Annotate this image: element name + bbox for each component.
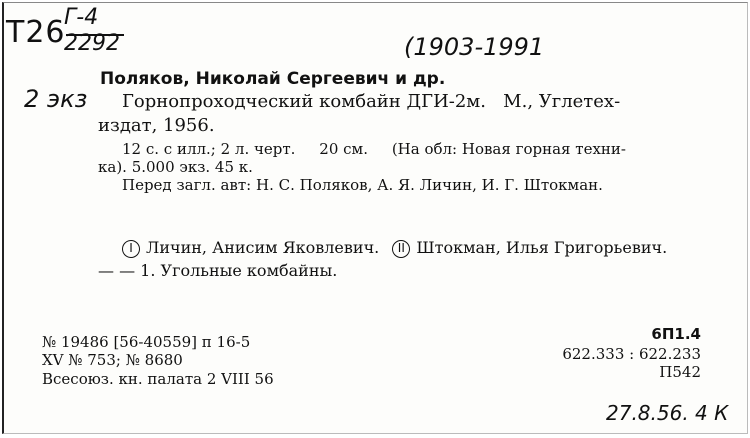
tracing-1: Личин, Анисим Яковлевич. <box>146 238 380 257</box>
bbk-index: 6П1.4 <box>651 325 701 343</box>
handwritten-fraction-bottom: 2292 <box>64 31 120 56</box>
tracing-mark-1: I <box>122 240 140 258</box>
class-mark: Т26 <box>6 15 66 50</box>
handwritten-date: 27.8.56. 4 К <box>606 401 729 425</box>
physical-description-cont: ка). 5.000 экз. 45 к. <box>98 158 253 176</box>
registry-series: XV № 753; № 8680 <box>42 351 183 369</box>
registry-number: № 19486 [56-40559] п 16-5 <box>42 333 251 351</box>
tracing-2: Штокман, Илья Григорьевич. <box>416 238 668 257</box>
catalog-card <box>2 2 748 434</box>
title-continuation: издат, 1956. <box>98 115 215 136</box>
udc-index: 622.333 : 622.233 <box>562 345 701 363</box>
title-line: Горнопроходческий комбайн ДГИ-2м. М., Углетех- <box>122 91 621 112</box>
handwritten-years: (1903-1991 <box>404 33 545 61</box>
author-mark: П542 <box>659 363 701 381</box>
physical-description: 12 с. с илл.; 2 л. черт. 20 см. (На обл: Новая горная техни- <box>122 140 626 158</box>
chamber-stamp: Всесоюз. кн. палата 2 VIII 56 <box>42 370 274 388</box>
handwritten-copies: 2 экз <box>24 85 88 113</box>
author-heading: Поляков, Николай Сергеевич и др. <box>100 69 446 89</box>
tracing-mark-2: II <box>392 240 410 258</box>
subject-heading: — — 1. Угольные комбайны. <box>98 261 338 280</box>
tracings <box>122 238 667 258</box>
handwritten-fraction-top: Г-4 <box>64 5 99 30</box>
authors-note: Перед загл. авт: Н. С. Поляков, А. Я. Личин, И. Г. Штокман. <box>122 176 603 194</box>
